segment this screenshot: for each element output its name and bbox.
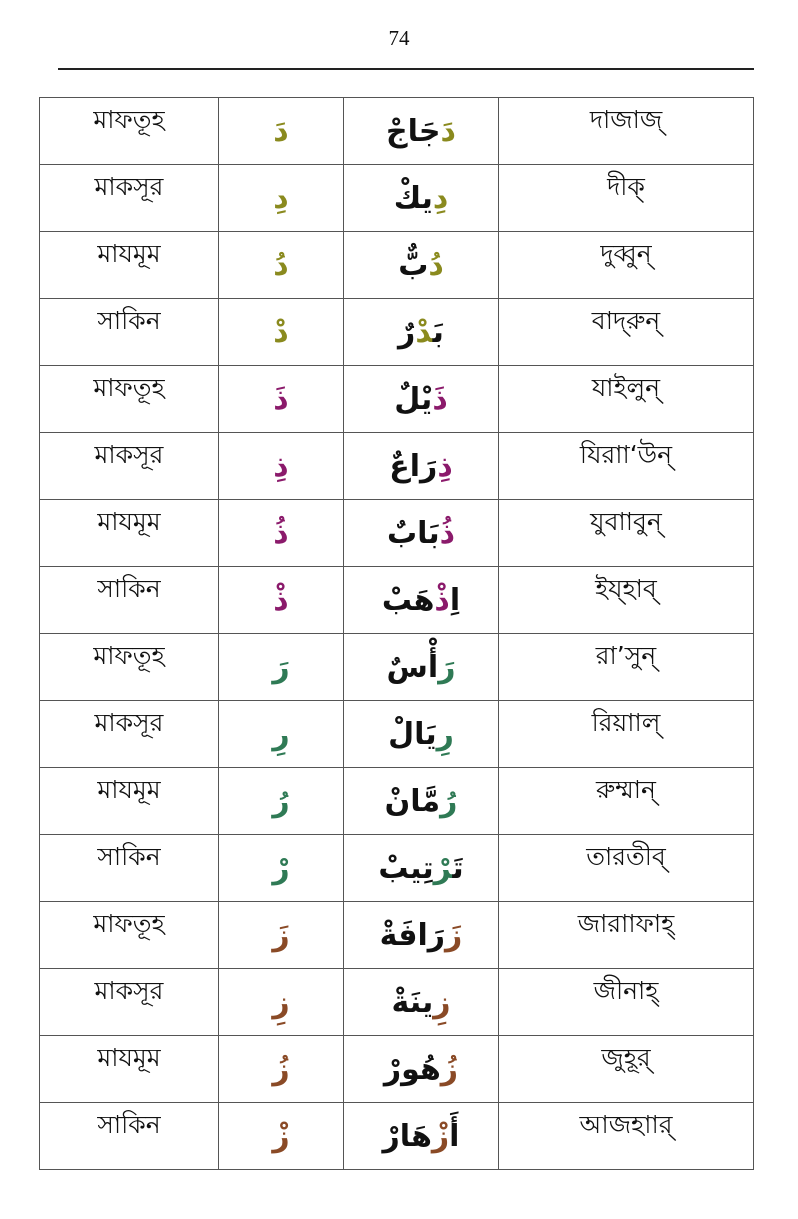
pronunciation-cell [499,902,754,969]
example-word: تَرْتِيبْ [378,850,464,886]
harakah-name: মাকসূর [94,975,164,1005]
pronunciation-cell [499,232,754,299]
pronunciation-cell [499,567,754,634]
letter-with-mark: ذُ [273,515,289,551]
highlighted-letter: زِ [433,984,451,1020]
harakah-name: মাফতূহ [93,640,165,670]
pronunciation-cell [499,165,754,232]
table-row [40,701,754,768]
table-row [40,433,754,500]
letter-with-mark: زَ [272,917,290,953]
harakah-name: মাযমূম [97,774,161,804]
example-word-cell [344,299,499,366]
harakah-name: মাকসূর [94,171,164,201]
example-word-cell [344,902,499,969]
letter-with-mark: رُ [272,783,290,819]
harakah-name-cell [40,500,219,567]
pronunciation: যাইলুন্ [591,372,661,402]
table-row [40,299,754,366]
highlighted-letter: رْ [433,850,453,886]
harakah-name: সাকিন [97,573,161,603]
highlighted-letter: زْ [431,1118,450,1154]
letter-with-mark: دَ [273,113,289,149]
harakah-name-cell [40,768,219,835]
letter-with-mark: رَ [272,649,290,685]
pronunciation-cell [499,969,754,1036]
letter-with-mark: دُ [273,247,289,283]
highlighted-letter: رُ [440,783,458,819]
letter-with-mark: رِ [272,716,290,752]
pronunciation-cell [499,433,754,500]
pronunciation: দুব্বুন্ [600,238,652,268]
example-word-cell [344,969,499,1036]
pronunciation: ইয্‌হাব্ [595,573,657,603]
letter-with-mark: دْ [273,314,289,350]
letter-with-mark: دِ [273,180,289,216]
highlighted-letter: ذُ [439,515,456,551]
example-word: ذَيْلٌ [394,381,448,417]
example-word: ذُبَابٌ [386,515,456,551]
table-body [40,98,754,1170]
table-row [40,634,754,701]
letter-with-mark-cell [219,500,344,567]
harakah-name-cell [40,1036,219,1103]
highlighted-letter: دُ [428,247,444,283]
letter-with-mark-cell [219,701,344,768]
example-word: أَزْهَارْ [382,1118,460,1154]
table-row [40,969,754,1036]
letter-with-mark-cell [219,165,344,232]
harakah-name-cell [40,433,219,500]
example-word: رُمَّانْ [384,783,458,819]
pronunciation: দীক্ [607,171,645,201]
example-word-cell [344,835,499,902]
table-row [40,165,754,232]
table-row [40,1036,754,1103]
example-word-cell [344,98,499,165]
table-row [40,768,754,835]
letter-with-mark-cell [219,902,344,969]
example-word-cell [344,232,499,299]
letter-with-mark-cell [219,366,344,433]
harakah-name-cell [40,969,219,1036]
example-word: دُبٌّ [398,247,444,283]
header-divider [58,68,754,70]
harakah-name: মাযমূম [97,1042,161,1072]
pronunciation-cell [499,98,754,165]
example-word-cell [344,701,499,768]
table-row [40,902,754,969]
pronunciation: দাজাজ্ [589,104,663,134]
pronunciation: রিয়াাল্ [591,707,661,737]
harakah-name-cell [40,1103,219,1170]
harakah-name: সাকিন [97,841,161,871]
letter-with-mark-cell [219,969,344,1036]
pronunciation-cell [499,1103,754,1170]
pronunciation-cell [499,366,754,433]
pronunciation-cell [499,835,754,902]
harakat-table [39,97,754,1170]
highlighted-letter: زَ [445,917,463,953]
highlighted-letter: ذَ [432,381,448,417]
example-word: زِينَةْ [391,984,451,1020]
harakah-name-cell [40,366,219,433]
letter-with-mark-cell [219,634,344,701]
example-word-cell [344,1103,499,1170]
letter-with-mark-cell [219,1036,344,1103]
letter-with-mark-cell [219,768,344,835]
letter-with-mark: ذْ [273,582,289,618]
highlighted-letter: رِ [436,716,454,752]
letter-with-mark: زُ [272,1051,290,1087]
harakah-name: মাযমূম [97,238,161,268]
table-row [40,366,754,433]
example-word-cell [344,567,499,634]
table-row [40,98,754,165]
pronunciation: জারাাফাহ্ [577,908,675,938]
harakah-name-cell [40,299,219,366]
letter-with-mark: ذَ [273,381,289,417]
example-word-cell [344,500,499,567]
example-word-cell [344,165,499,232]
pronunciation-cell [499,634,754,701]
harakah-name: মাযমূম [97,506,161,536]
table-row [40,232,754,299]
example-word: دِيكْ [393,180,449,216]
letter-with-mark: زِ [272,984,290,1020]
pronunciation: জুহূর্ [601,1042,651,1072]
example-word-cell [344,366,499,433]
table-row [40,835,754,902]
harakah-name: মাফতূহ [93,908,165,938]
harakah-name-cell [40,165,219,232]
harakah-name-cell [40,634,219,701]
harakah-name-cell [40,701,219,768]
pronunciation: যুবাাবুন্ [590,506,662,536]
harakah-name-cell [40,902,219,969]
example-word: ذِرَاعٌ [389,448,453,484]
table-row [40,1103,754,1170]
letter-with-mark: زْ [272,1118,290,1154]
example-word: بَدْرٌ [398,314,444,350]
highlighted-letter: زُ [440,1051,459,1087]
highlighted-letter: دِ [432,180,449,216]
harakah-name: সাকিন [97,1109,161,1139]
letter-with-mark: ذِ [273,448,289,484]
letter-with-mark: رْ [272,850,290,886]
pronunciation: আজহাার্ [579,1109,673,1139]
example-word: زُهُورْ [383,1051,459,1087]
example-word-cell [344,768,499,835]
letter-with-mark-cell [219,299,344,366]
example-word: رَأْسٌ [386,649,456,685]
example-word-cell [344,433,499,500]
pronunciation-cell [499,500,754,567]
pronunciation-cell [499,701,754,768]
example-word: دَجَاجْ [386,113,456,149]
harakah-name-cell [40,232,219,299]
pronunciation-cell [499,1036,754,1103]
pronunciation: রুম্মান্ [596,774,656,804]
pronunciation: বাদ্‌রুন্ [591,305,661,335]
pronunciation-cell [499,299,754,366]
page-number: 74 [388,26,410,50]
highlighted-letter: ذِ [437,448,453,484]
table-row [40,500,754,567]
harakah-name: সাকিন [97,305,161,335]
highlighted-letter: دَ [440,113,456,149]
harakah-name: মাকসূর [94,439,164,469]
pronunciation: যিরাা‘উন্ [579,439,673,469]
pronunciation: জীনাহ্ [593,975,659,1005]
example-word-cell [344,1036,499,1103]
letter-with-mark-cell [219,835,344,902]
example-word-cell [344,634,499,701]
highlighted-letter: رَ [438,649,456,685]
letter-with-mark-cell [219,433,344,500]
harakah-name: মাফতূহ [93,372,165,402]
letter-with-mark-cell [219,232,344,299]
harakah-name: মাফতূহ [93,104,165,134]
pronunciation: রা’সুন্ [595,640,657,670]
harakah-name-cell [40,835,219,902]
harakah-name-cell [40,567,219,634]
harakah-name-cell [40,98,219,165]
highlighted-letter: ذْ [434,582,450,618]
pronunciation: তারতীব্ [586,841,666,871]
example-word: زَرَافَةْ [379,917,463,953]
letter-with-mark-cell [219,567,344,634]
pronunciation-cell [499,768,754,835]
example-word: رِيَالْ [388,716,454,752]
letter-with-mark-cell [219,1103,344,1170]
letter-with-mark-cell [219,98,344,165]
table-row [40,567,754,634]
harakah-name: মাকসূর [94,707,164,737]
example-word: اِذْهَبْ [381,582,461,618]
highlighted-letter: دْ [415,314,433,350]
